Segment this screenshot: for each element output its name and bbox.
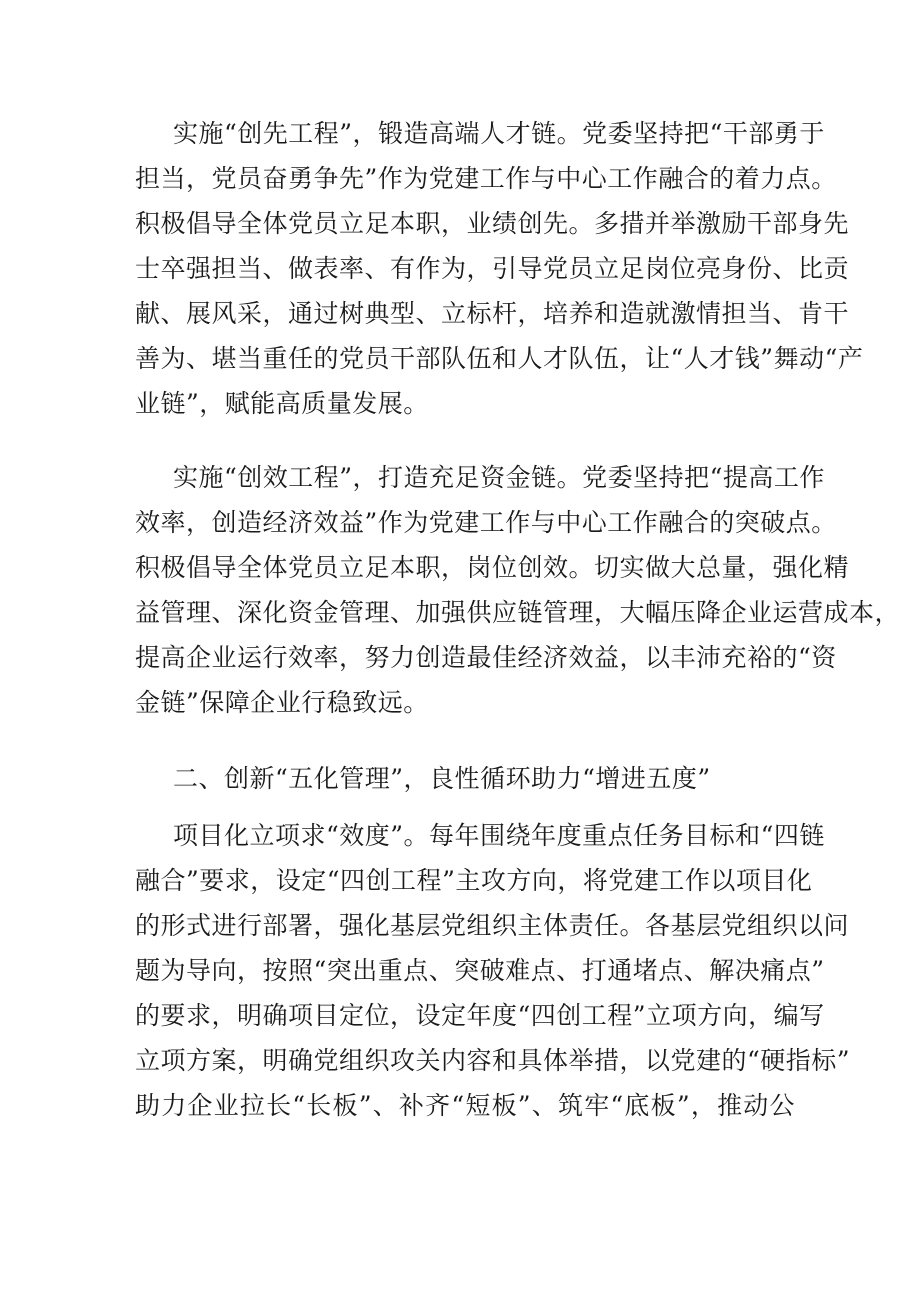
paragraph-1-line-7: 业链”，赋能高质量发展。 xyxy=(135,389,429,418)
paragraph-1-line-1: 实施“创先工程”，锻造高端人才链。党委坚持把“干部勇于 xyxy=(173,119,825,148)
paragraph-3-line-4: 题为导向，按照“突出重点、突破难点、打通堵点、解决痛点” xyxy=(135,956,825,985)
paragraph-3-line-6: 立项方案，明确党组织攻关内容和具体举措，以党建的“硬指标” xyxy=(135,1046,851,1075)
paragraph-2-line-3: 积极倡导全体党员立足本职，岗位创效。切实做大总量，强化精 xyxy=(135,553,850,582)
paragraph-2-line-1: 实施“创效工程”，打造充足资金链。党委坚持把“提高工作 xyxy=(173,463,825,492)
paragraph-1-line-5: 献、展风采，通过树典型、立标杆，培养和造就激情担当、肯干 xyxy=(135,299,850,328)
paragraph-1-line-6: 善为、堪当重任的党员干部队伍和人才队伍，让“人才钱”舞动“产 xyxy=(135,344,864,373)
paragraph-1-line-2: 担当，党员奋勇争先”作为党建工作与中心工作融合的着力点。 xyxy=(135,164,837,193)
paragraph-3-line-3: 的形式进行部署，强化基层党组织主体责任。各基层党组织以问 xyxy=(135,911,850,940)
paragraph-2-line-6: 金链”保障企业行稳致远。 xyxy=(135,688,429,717)
paragraph-2-line-5: 提高企业运行效率，努力创造最佳经济效益，以丰沛充裕的“资 xyxy=(135,643,837,672)
paragraph-2-line-4: 益管理、深化资金管理、加强供应链管理，大幅压降企业运营成本， xyxy=(135,598,901,627)
paragraph-1-line-4: 士卒强担当、做表率、有作为，引导党员立足岗位亮身份、比贡 xyxy=(135,254,850,283)
paragraph-3-line-2: 融合”要求，设定“四创工程”主攻方向，将党建工作以项目化 xyxy=(135,866,813,895)
paragraph-3-line-1: 项目化立项求“效度”。每年围绕年度重点任务目标和“四链 xyxy=(173,821,825,850)
section-heading: 二、创新“五化管理”，良性循环助力“增进五度” xyxy=(173,764,711,793)
paragraph-1-line-3: 积极倡导全体党员立足本职，业绩创先。多措并举激励干部身先 xyxy=(135,209,850,238)
paragraph-3-line-7: 助力企业拉长“长板”、补齐“短板”、筑牢“底板”，推动公 xyxy=(135,1091,795,1120)
paragraph-3-line-5: 的要求，明确项目定位，设定年度“四创工程”立项方向，编写 xyxy=(135,1001,825,1030)
paragraph-2-line-2: 效率，创造经济效益”作为党建工作与中心工作融合的突破点。 xyxy=(135,508,837,537)
